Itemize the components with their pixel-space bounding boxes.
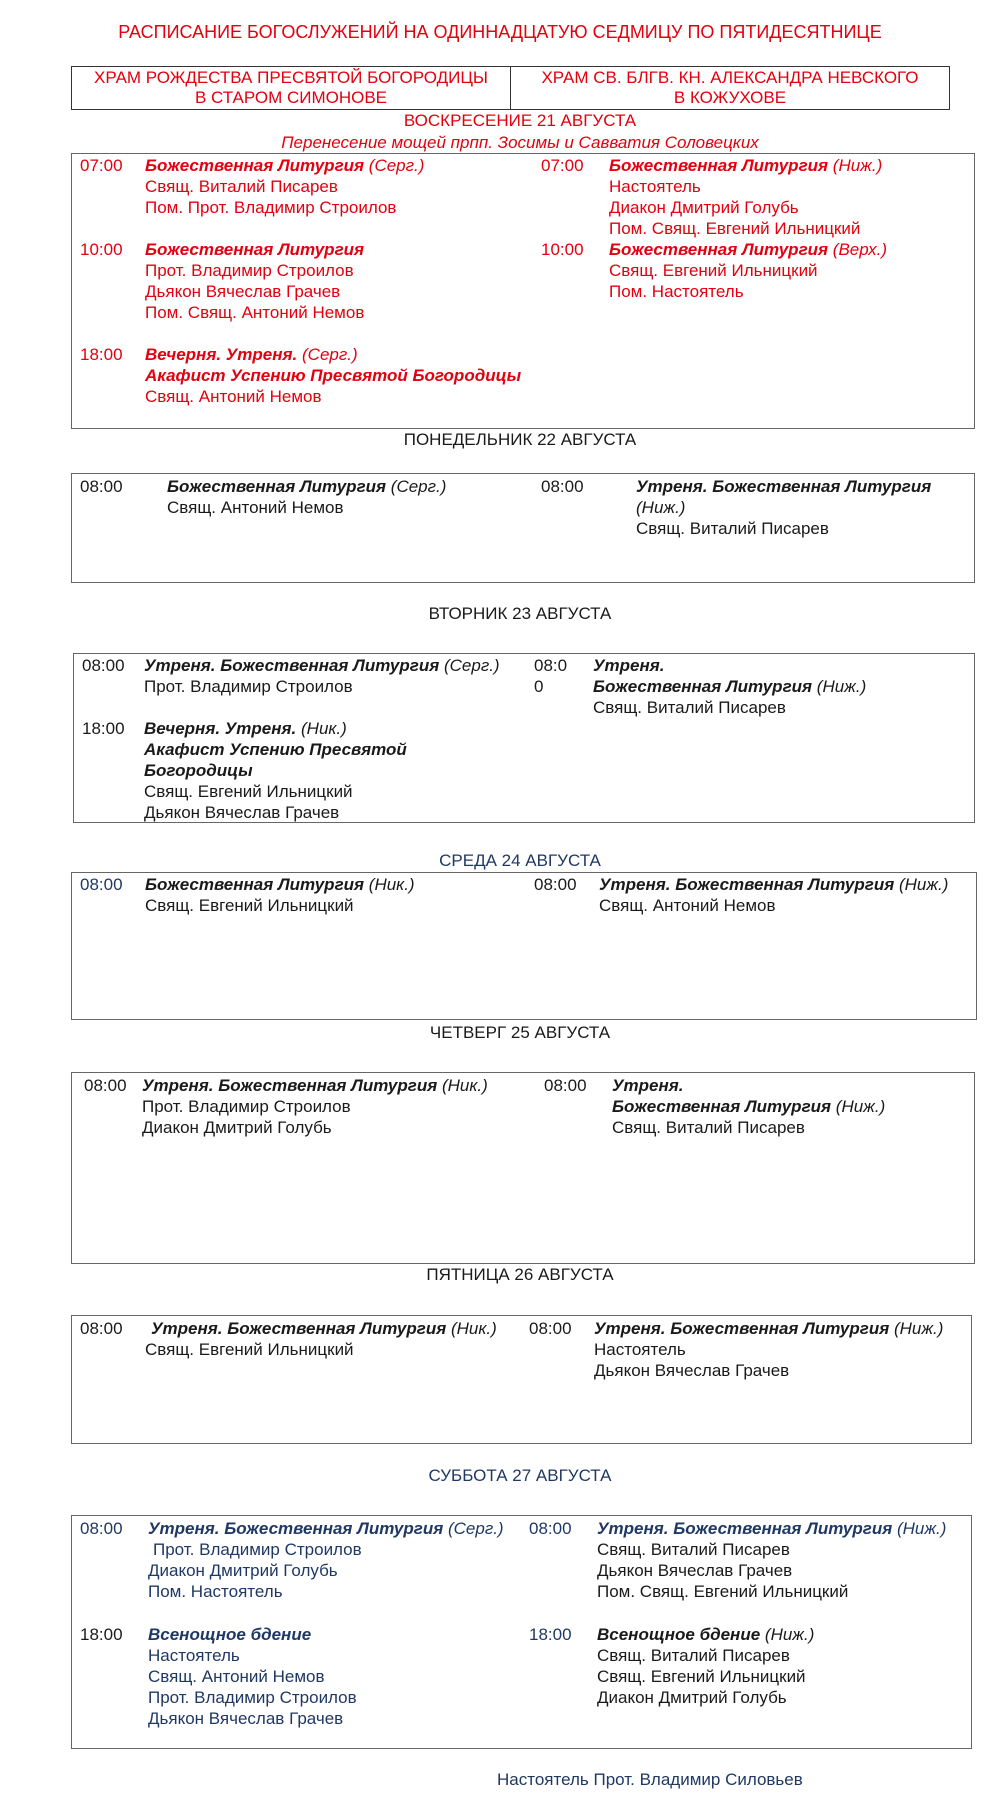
service-time: 08:00 [529, 1519, 572, 1538]
clergy: Свящ. Евгений Ильницкий [145, 1340, 354, 1359]
church-right-header [511, 67, 949, 109]
service-place: (Ник.) [450, 1319, 497, 1338]
church-right-line2: В КОЖУХОВЕ [673, 88, 787, 107]
service-place: (Ниж.) [816, 677, 867, 696]
church-left-line1: ХРАМ РОЖДЕСТВА ПРЕСВЯТОЙ БОГОРОДИЦЫ [94, 68, 488, 87]
service-time: 10:00 [541, 240, 584, 259]
service-time: 08:00 [80, 477, 123, 496]
service-name: Всенощное бдение [597, 1625, 761, 1644]
service-name: Божественная Литургия [145, 240, 365, 259]
service-place: (Серг.) [390, 477, 447, 496]
clergy: Дьякон Вячеслав Грачев [144, 803, 340, 822]
clergy: Свящ. Виталий Писарев [597, 1646, 790, 1665]
clergy: Пом. Свящ. Антоний Немов [145, 303, 365, 322]
clergy: Прот. Владимир Строилов [148, 1688, 357, 1707]
clergy: Свящ. Виталий Писарев [145, 177, 338, 196]
signature: Настоятель Прот. Владимир Силовьев [497, 1770, 803, 1789]
clergy: Диакон Дмитрий Голубь [609, 198, 799, 217]
service-place: (Серг.) [302, 345, 358, 364]
service-name: Утреня. Божественная Литургия [597, 1519, 893, 1538]
day-label-thursday: ЧЕТВЕРГ 25 АВГУСТА [429, 1023, 611, 1042]
clergy: Диакон Дмитрий Голубь [142, 1118, 332, 1137]
service-time: 08:00 [534, 656, 568, 696]
clergy: Прот. Владимир Строилов [144, 677, 353, 696]
clergy: Прот. Владимир Строилов [145, 261, 354, 280]
service-name: Божественная Литургия [609, 240, 829, 259]
clergy: Свящ. Евгений Ильницкий [609, 261, 818, 280]
service-place: (Ниж.) [896, 1519, 947, 1538]
service-time: 08:00 [84, 1076, 127, 1095]
service-name: Утреня. Божественная Литургия [142, 1076, 438, 1095]
service-name: Утреня. Божественная Литургия [144, 656, 440, 675]
service-place: (Серг.) [368, 156, 425, 175]
day-label-sunday: ВОСКРЕСЕНИЕ 21 АВГУСТА [403, 111, 637, 130]
service-name: Божественная Литургия [145, 156, 365, 175]
day-label-friday: ПЯТНИЦА 26 АВГУСТА [426, 1265, 614, 1284]
service-time: 10:00 [80, 240, 123, 259]
clergy: Пом. Свящ. Евгений Ильницкий [597, 1582, 849, 1601]
service-name: Утреня. Божественная Литургия [148, 1519, 444, 1538]
clergy: Дьякон Вячеслав Грачев [148, 1709, 344, 1728]
service-time: 18:00 [529, 1625, 572, 1644]
clergy: Свящ. Евгений Ильницкий [144, 782, 353, 801]
day-subtitle-sunday: Перенесение мощей прпп. Зосимы и Савватия Соловецких [281, 133, 759, 152]
service-time: 08:00 [534, 875, 577, 894]
page-title: РАСПИСАНИЕ БОГОСЛУЖЕНИЙ НА ОДИННАДЦАТУЮ СЕДМИЦУ ПО ПЯТИДЕСЯТНИЦЕ [118, 22, 882, 42]
clergy: Свящ. Антоний Немов [599, 896, 776, 915]
service-place: (Ниж.) [835, 1097, 886, 1116]
service-place: (Ник.) [368, 875, 415, 894]
clergy: Прот. Владимир Строилов [142, 1097, 351, 1116]
clergy: Свящ. Виталий Писарев [593, 698, 786, 717]
service-name-2: Божественная Литургия [612, 1097, 832, 1116]
clergy: Настоятель [594, 1340, 686, 1359]
clergy: Свящ. Антоний Немов [148, 1667, 325, 1686]
clergy: Настоятель [609, 177, 701, 196]
church-header [71, 66, 950, 110]
service-place: (Ниж.) [832, 156, 883, 175]
service-name: Утреня. Божественная Литургия [151, 1319, 447, 1338]
service-time: 08:00 [544, 1076, 587, 1095]
clergy: Дьякон Вячеслав Грачев [594, 1361, 790, 1380]
church-left-header [72, 67, 511, 109]
clergy: Настоятель [148, 1646, 240, 1665]
service-name-2: Акафист Успению Пресвятой Богородицы [145, 366, 522, 385]
clergy: Диакон Дмитрий Голубь [148, 1561, 338, 1580]
day-label-saturday: СУББОТА 27 АВГУСТА [428, 1466, 612, 1485]
service-name-2: Божественная Литургия [593, 677, 813, 696]
clergy: Дьякон Вячеслав Грачев [597, 1561, 793, 1580]
clergy: Пом. Настоятель [148, 1582, 283, 1601]
day-label-monday: ПОНЕДЕЛЬНИК 22 АВГУСТА [403, 430, 637, 449]
clergy: Свящ. Евгений Ильницкий [597, 1667, 806, 1686]
service-name: Утреня. [612, 1076, 684, 1095]
service-place: (Серг.) [443, 656, 500, 675]
service-time: 08:00 [541, 477, 584, 496]
service-place: (Ниж.) [898, 875, 949, 894]
church-right-line1: ХРАМ СВ. БЛГВ. КН. АЛЕКСАНДРА НЕВСКОГО [541, 68, 919, 87]
clergy: Пом. Настоятель [609, 282, 744, 301]
clergy: Прот. Владимир Строилов [153, 1540, 362, 1559]
service-time: 18:00 [80, 1625, 123, 1644]
service-name: Божественная Литургия [145, 875, 365, 894]
service-time: 08:00 [80, 1319, 123, 1338]
clergy: Свящ. Евгений Ильницкий [145, 896, 354, 915]
clergy: Диакон Дмитрий Голубь [597, 1688, 787, 1707]
service-place: (Ник.) [301, 719, 347, 738]
service-name: Божественная Литургия [609, 156, 829, 175]
service-name: Утреня. [593, 656, 665, 675]
service-name: Вечерня. Утреня. [145, 345, 298, 364]
day-label-tuesday: ВТОРНИК 23 АВГУСТА [428, 604, 612, 623]
service-place: (Верх.) [832, 240, 888, 259]
day-label-wednesday: СРЕДА 24 АВГУСТА [439, 851, 601, 870]
clergy: Свящ. Виталий Писарев [636, 519, 829, 538]
service-name: Божественная Литургия [167, 477, 387, 496]
service-time: 18:00 [80, 345, 123, 364]
clergy: Свящ. Виталий Писарев [597, 1540, 790, 1559]
clergy: Пом. Прот. Владимир Строилов [145, 198, 397, 217]
service-place: (Ниж.) [893, 1319, 944, 1338]
service-name: Утреня. Божественная Литургия [636, 477, 932, 496]
service-name: Утреня. Божественная Литургия [599, 875, 895, 894]
clergy: Свящ. Антоний Немов [167, 498, 344, 517]
church-left-line2: В СТАРОМ СИМОНОВЕ [194, 88, 388, 107]
service-name: Всенощное бдение [148, 1625, 312, 1644]
service-time: 08:00 [80, 875, 123, 894]
service-name: Утреня. Божественная Литургия [594, 1319, 890, 1338]
service-time: 08:00 [80, 1519, 123, 1538]
service-time: 18:00 [82, 719, 125, 738]
service-time: 08:00 [82, 656, 125, 675]
service-time: 07:00 [80, 156, 123, 175]
service-place: (Ниж.) [636, 498, 686, 517]
service-place: (Ник.) [441, 1076, 488, 1095]
service-place: (Ниж.) [764, 1625, 815, 1644]
service-time: 07:00 [541, 156, 584, 175]
clergy: Дьякон Вячеслав Грачев [145, 282, 341, 301]
clergy: Свящ. Виталий Писарев [612, 1118, 805, 1137]
clergy: Свящ. Антоний Немов [145, 387, 322, 406]
service-name: Вечерня. Утреня. [144, 719, 297, 738]
service-name-2: Акафист Успению Пресвятой Богородицы [144, 740, 407, 780]
service-place: (Серг.) [447, 1519, 504, 1538]
clergy: Пом. Свящ. Евгений Ильницкий [609, 219, 861, 238]
service-time: 08:00 [529, 1319, 572, 1338]
